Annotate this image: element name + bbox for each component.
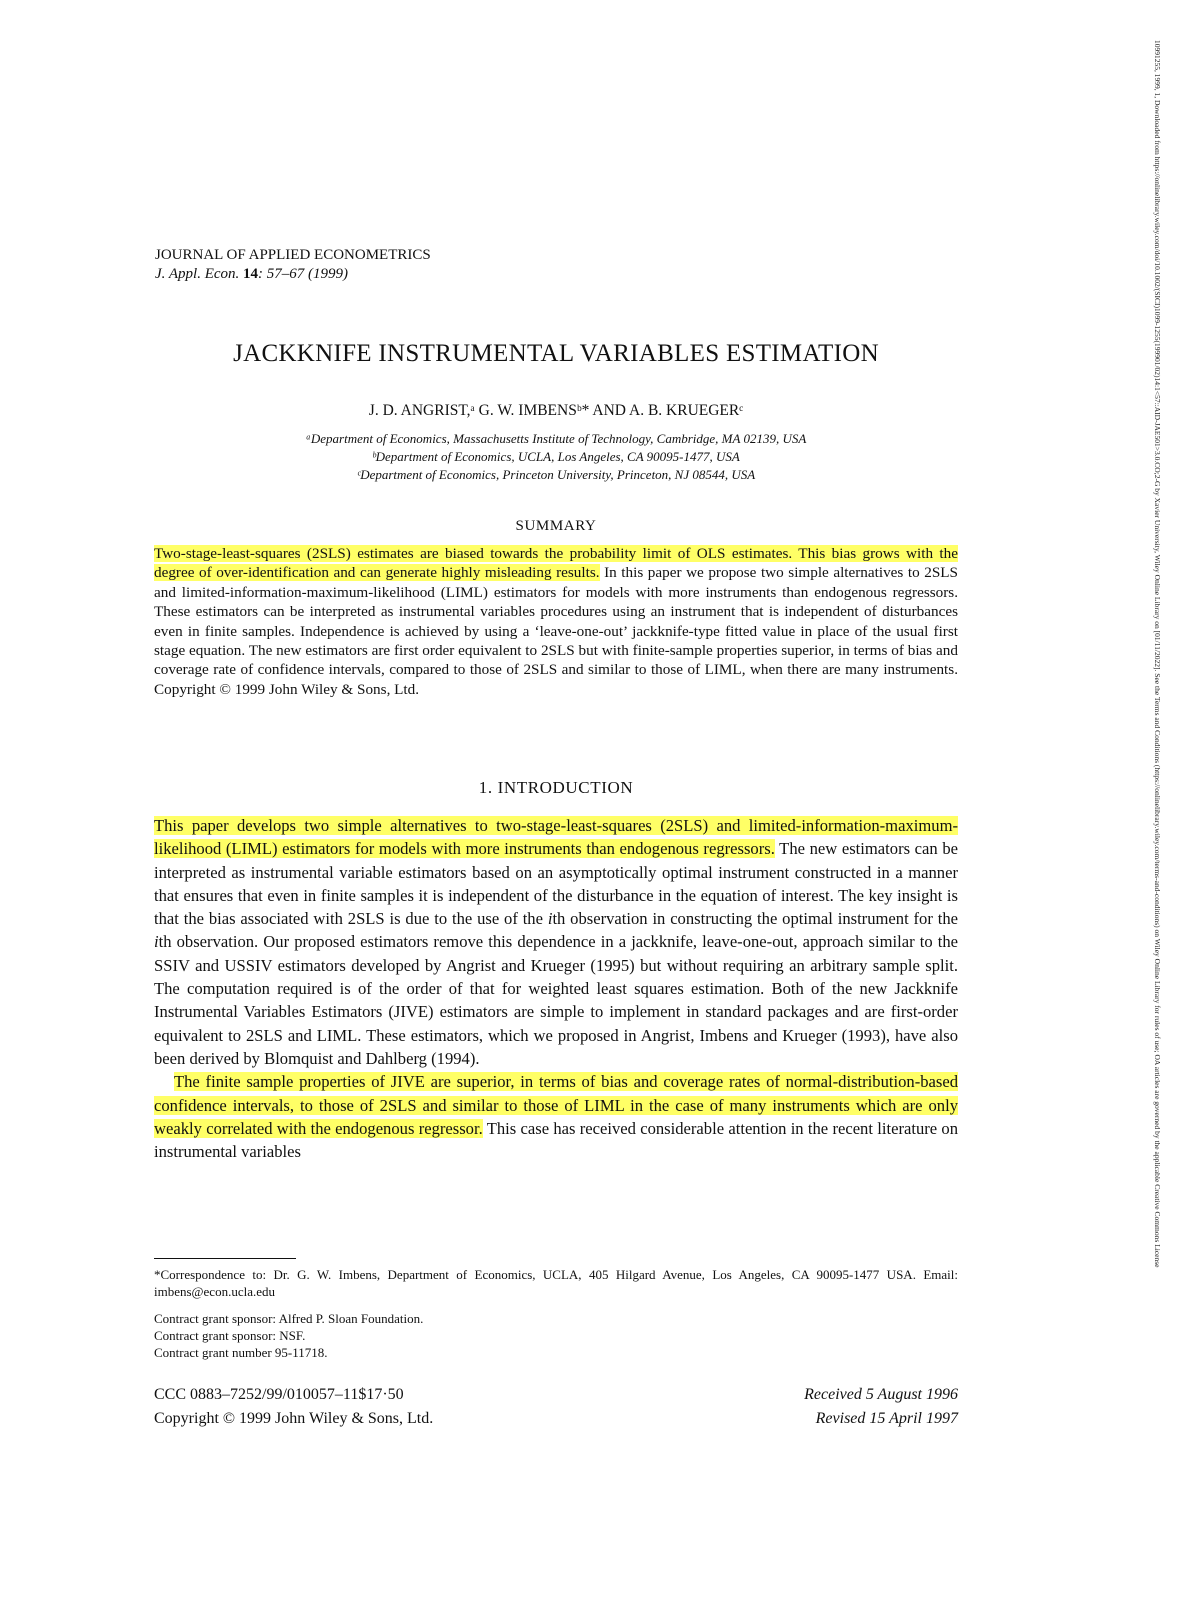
affiliation-c: ᶜDepartment of Economics, Princeton University, Princeton, NJ 08544, USA bbox=[356, 467, 756, 482]
grant-note-3: Contract grant number 95-11718. bbox=[154, 1345, 328, 1360]
journal-citation: J. Appl. Econ. 14: 57–67 (1999) bbox=[155, 266, 349, 282]
author-list: J. D. ANGRIST,ᵃ G. W. IMBENSᵇ* AND A. B. KRUEGERᶜ bbox=[368, 402, 744, 419]
ccc-block bbox=[154, 1383, 433, 1431]
grant-note-1: Contract grant sponsor: Alfred P. Sloan Foundation. bbox=[154, 1311, 424, 1326]
intro-paragraph-1: This paper develops two simple alternatives to two-stage-least-squares (2SLS) and limited-information-maximum-likelihood (LIML) estimators for models with more instruments than endogenous regressors. The new estimators can be interpreted as instrumental variable estimators based on an asymptotically optimal instrument constructed in a manner that ensures that even in finite samples it is independent of the disturbance in the equation of interest. The key insight is that the bias associated with 2SLS is due to the use of the ith observation in constructing the optimal instrument for the ith observation. Our proposed estimators remove this dependence in a jackknife, leave-one-out, approach similar to the SSIV and USSIV estimators developed by Angrist and Krueger (1995) but without requiring an arbitrary sample split. The computation required is of the order of that for weighted least squares estimation. Both of the new Jackknife Instrumental Variables Estimators (JIVE) estimators are simple to implement in standard packages and are first-order equivalent to 2SLS and LIML. These estimators, which we proposed in Angrist, Imbens and Krueger (1993), have also been derived by Blomquist and Dahlberg (1994). bbox=[154, 816, 958, 1068]
introduction-heading: 1. INTRODUCTION bbox=[478, 778, 634, 797]
summary-text bbox=[154, 544, 958, 699]
received-date: Received 5 August 1996 bbox=[804, 1386, 958, 1403]
summary-heading: SUMMARY bbox=[515, 518, 597, 534]
download-notice: 10991255, 1999, 1, Downloaded from https://onlinelibrary.wiley.com/doi/10.1002/(SICI)1099-1255(199901/02)14:1<57::AID-JAE501>3.0.CO;2-G by Xavier University, Wiley Online Library on [01/11/2022]. See the Terms and Conditions (https://onlinelibrary.wiley.com/terms-and-conditions) on Wiley Online Library for rules of use; OA articles are governed by the applicable Creative Commons License bbox=[1153, 40, 1162, 1268]
intro-paragraph-2: The finite sample properties of JIVE are superior, in terms of bias and coverage rates of normal-distribution-based confidence intervals, to those of 2SLS and similar to those of LIML in the case of many instruments which are only weakly correlated with the endogenous regressor. This case has received considerable attention in the recent literature on instrumental variables bbox=[154, 1072, 959, 1162]
summary-body: In this paper we propose two simple alternatives to 2SLS and limited-information-maximum-likelihood (LIML) estimators for models with more instruments than endogenous regressors. These estimators can be interpreted as instrumental variables procedures using an instrument that is independent of disturbances even in finite samples. Independence is achieved by using a ‘leave-one-out’ jackknife-type fitted value in place of the usual first stage equation. The new estimators are first order equivalent to 2SLS but with finite-sample properties superior, in terms of bias and coverage rate of confidence intervals, compared to those of 2SLS and similar to those of LIML, when there are many instruments. Copyright © 1999 John Wiley & Sons, Ltd. bbox=[154, 564, 958, 698]
affiliation-a: ᵃDepartment of Economics, Massachusetts Institute of Technology, Cambridge, MA 02139, USA bbox=[305, 431, 807, 446]
intro-highlight-2: The finite sample properties of JIVE are superior, in terms of bias and coverage rates of normal-distribution-based confidence intervals, to those of 2SLS and similar to those of LIML in the case of many instruments which are only weakly correlated with the endogenous regressor. bbox=[154, 1072, 958, 1138]
grant-note-2: Contract grant sponsor: NSF. bbox=[154, 1328, 306, 1343]
summary-highlight: Two-stage-least-squares (2SLS) estimates are biased towards the probability limit of OLS estimates. This bias grows with the degree of over-identification and can generate highly misleading results. bbox=[154, 545, 958, 582]
introduction-text bbox=[154, 814, 958, 1163]
ccc-code: CCC 0883–7252/99/010057–11$17·50 bbox=[154, 1386, 404, 1403]
correspondence-note: *Correspondence to: Dr. G. W. Imbens, Department of Economics, UCLA, 405 Hilgard Avenue, Los Angeles, CA 90095-1477 USA. Email: imbens@econ.ucla.edu bbox=[154, 1267, 958, 1299]
footnotes bbox=[154, 1266, 958, 1361]
dates-block bbox=[804, 1383, 958, 1431]
journal-header bbox=[155, 246, 431, 284]
revised-date: Revised 15 April 1997 bbox=[815, 1410, 958, 1427]
download-sidebar bbox=[1140, 40, 1174, 1560]
paper-title: JACKKNIFE INSTRUMENTAL VARIABLES ESTIMATION bbox=[233, 340, 879, 367]
intro-highlight-1: This paper develops two simple alternatives to two-stage-least-squares (2SLS) and limited-information-maximum-likelihood (LIML) estimators for models with more instruments than endogenous regressors. bbox=[154, 816, 958, 859]
copyright-line: Copyright © 1999 John Wiley & Sons, Ltd. bbox=[154, 1410, 434, 1427]
affiliation-b: ᵇDepartment of Economics, UCLA, Los Angeles, CA 90095-1477, USA bbox=[372, 449, 740, 464]
footnote-rule bbox=[154, 1258, 296, 1259]
affiliations bbox=[0, 430, 1112, 484]
journal-name: JOURNAL OF APPLIED ECONOMETRICS bbox=[155, 247, 431, 263]
